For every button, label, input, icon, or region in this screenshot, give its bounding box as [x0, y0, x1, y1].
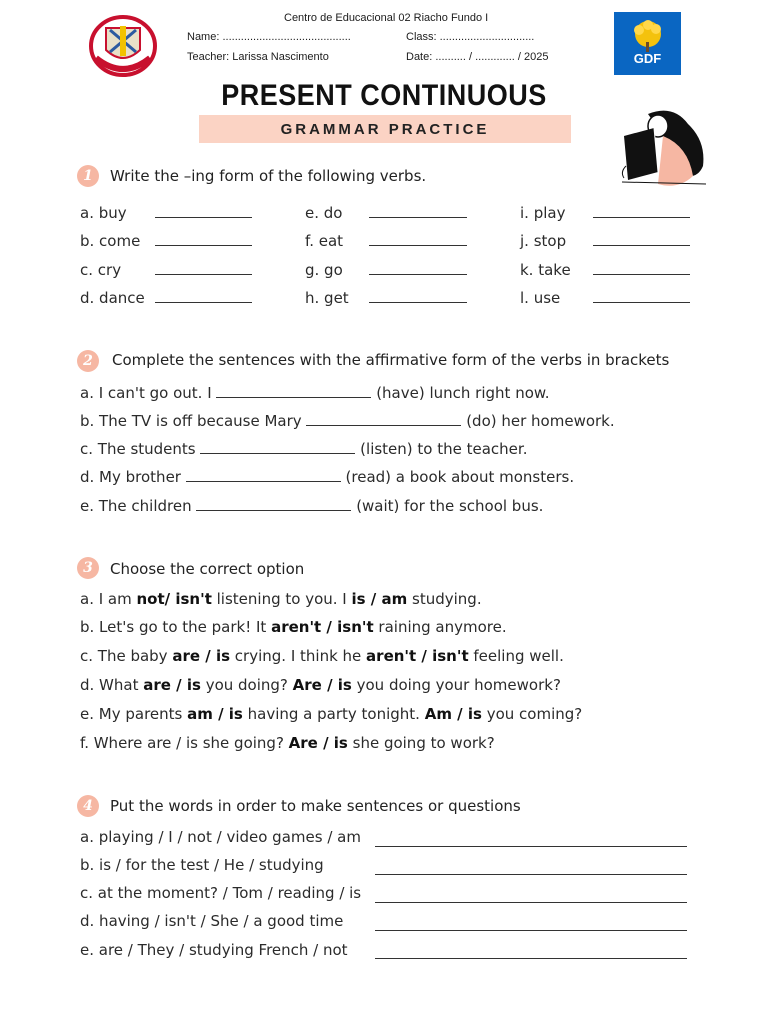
teacher-name: Teacher: Larissa Nascimento — [187, 51, 329, 63]
verb-item: l. use — [520, 288, 690, 316]
scrambled-sentence-b: b. is / for the test / He / studying — [80, 856, 324, 874]
girl-reading-illustration — [618, 106, 710, 192]
answer-blank[interactable] — [155, 288, 252, 303]
exercise-2-number: 2 — [77, 350, 99, 372]
answer-blank[interactable] — [155, 260, 252, 275]
verb-item: b. come — [80, 231, 252, 259]
answer-line[interactable] — [375, 929, 687, 931]
answer-blank[interactable] — [196, 496, 351, 511]
exercise-4-instruction: Put the words in order to make sentences or questions — [110, 797, 521, 815]
answer-blank[interactable] — [155, 231, 252, 246]
answer-blank[interactable] — [216, 383, 371, 398]
option-choice[interactable]: Are / is — [292, 676, 352, 694]
exercise-1-col2 — [305, 203, 467, 316]
sentence-c: c. The students (listen) to the teacher. — [80, 440, 528, 458]
exercise-3-number: 3 — [77, 557, 99, 579]
verb-item: j. stop — [520, 231, 690, 259]
choice-sentence-b: b. Let's go to the park! It aren't / isn't raining anymore. — [80, 618, 507, 636]
date-field[interactable] — [406, 51, 548, 63]
class-dots: ............................... — [439, 31, 535, 43]
answer-blank[interactable] — [200, 439, 355, 454]
verb-item: c. cry — [80, 260, 252, 288]
gdf-logo — [614, 12, 681, 75]
answer-blank[interactable] — [186, 467, 341, 482]
option-choice[interactable]: aren't / isn't — [366, 647, 469, 665]
name-dots: .......................................... — [222, 31, 351, 43]
exercise-1-col3 — [520, 203, 690, 316]
choice-sentence-f: f. Where are / is she going? Are / is she going to work? — [80, 734, 495, 752]
verb-item: f. eat — [305, 231, 467, 259]
exercise-1-instruction: Write the –ing form of the following verbs. — [110, 167, 427, 185]
choice-sentence-d: d. What are / is you doing? Are / is you doing your homework? — [80, 676, 561, 694]
answer-line[interactable] — [375, 845, 687, 847]
option-choice[interactable]: am / is — [187, 705, 243, 723]
verb-item: a. buy — [80, 203, 252, 231]
sentence-b: b. The TV is off because Mary (do) her homework. — [80, 412, 615, 430]
answer-blank[interactable] — [306, 411, 461, 426]
exercise-3-instruction: Choose the correct option — [110, 560, 305, 578]
sentence-a: a. I can't go out. I (have) lunch right now. — [80, 384, 550, 402]
exercise-4-number: 4 — [77, 795, 99, 817]
choice-sentence-c: c. The baby are / is crying. I think he aren't / isn't feeling well. — [80, 647, 564, 665]
gdf-logo-text: GDF — [633, 51, 662, 66]
date-value: .......... / ............. / 2025 — [435, 51, 549, 63]
choice-sentence-e: e. My parents am / is having a party tonight. Am / is you coming? — [80, 705, 583, 723]
exercise-2-instruction: Complete the sentences with the affirmative form of the verbs in brackets — [112, 351, 670, 369]
exercise-1-col1 — [80, 203, 252, 316]
option-choice[interactable]: not/ isn't — [136, 590, 212, 608]
name-label: Name: — [187, 31, 220, 43]
answer-line[interactable] — [375, 957, 687, 959]
verb-item: i. play — [520, 203, 690, 231]
answer-blank[interactable] — [155, 203, 252, 218]
answer-blank[interactable] — [369, 203, 467, 218]
answer-line[interactable] — [375, 901, 687, 903]
answer-blank[interactable] — [593, 203, 690, 218]
option-choice[interactable]: Am / is — [424, 705, 482, 723]
verb-item: e. do — [305, 203, 467, 231]
answer-blank[interactable] — [593, 231, 690, 246]
school-crest-logo — [88, 14, 158, 78]
class-label: Class: — [406, 31, 437, 43]
class-field[interactable] — [406, 31, 534, 43]
scrambled-sentence-a: a. playing / I / not / video games / am — [80, 828, 361, 846]
answer-blank[interactable] — [593, 260, 690, 275]
option-choice[interactable]: is / am — [351, 590, 408, 608]
scrambled-sentence-e: e. are / They / studying French / not — [80, 941, 348, 959]
scrambled-sentence-c: c. at the moment? / Tom / reading / is — [80, 884, 362, 902]
exercise-1-number: 1 — [77, 165, 99, 187]
school-name: Centro de Educacional 02 Riacho Fundo I — [284, 12, 489, 24]
verb-item: k. take — [520, 260, 690, 288]
answer-blank[interactable] — [369, 288, 467, 303]
option-choice[interactable]: are / is — [172, 647, 231, 665]
option-choice[interactable]: are / is — [143, 676, 201, 694]
sentence-d: d. My brother (read) a book about monsters. — [80, 468, 575, 486]
answer-line[interactable] — [375, 873, 687, 875]
choice-sentence-a: a. I am not/ isn't listening to you. I is / am studying. — [80, 590, 482, 608]
subtitle-text: GRAMMAR PRACTICE — [280, 120, 490, 138]
answer-blank[interactable] — [369, 231, 467, 246]
sentence-e: e. The children (wait) for the school bus. — [80, 497, 544, 515]
verb-item: h. get — [305, 288, 467, 316]
name-field[interactable] — [187, 31, 351, 43]
verb-item: d. dance — [80, 288, 252, 316]
scrambled-sentence-d: d. having / isn't / She / a good time — [80, 912, 344, 930]
verb-item: g. go — [305, 260, 467, 288]
subtitle-banner — [199, 115, 571, 143]
option-choice[interactable]: aren't / isn't — [271, 618, 374, 636]
answer-blank[interactable] — [593, 288, 690, 303]
option-choice[interactable]: Are / is — [288, 734, 348, 752]
page-title: PRESENT CONTINUOUS — [221, 78, 547, 112]
date-label: Date: — [406, 51, 433, 63]
answer-blank[interactable] — [369, 260, 467, 275]
